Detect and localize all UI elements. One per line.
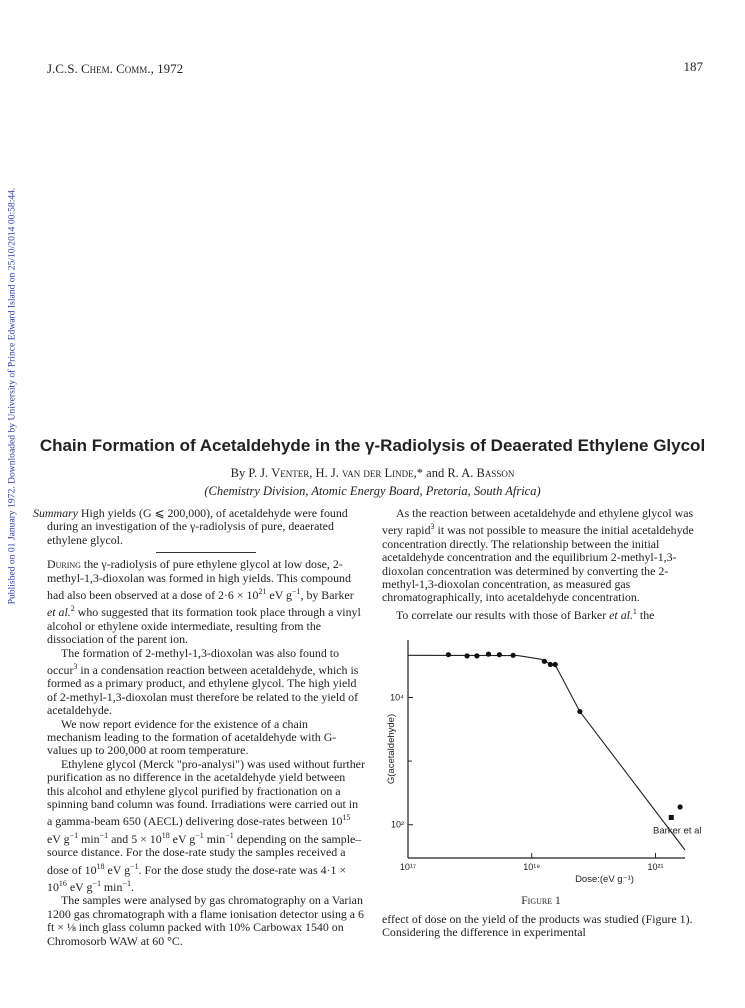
data-point xyxy=(511,653,516,658)
fit-curve xyxy=(408,655,685,850)
paragraph-1: During the γ-radiolysis of pure ethylene glycol at low dose, 2-methyl-1,3-dioxolan was formed in high yields. This compound had also been observed at a dose of $2\cdot 6 \times 10^{21}$ eV $g^{-1}$, by Barker et al.$^2$ who suggested that its formation took place through a vinyl alcohol or ethylene oxide intermediate, resulting from the dissociation of the parent ion. xyxy=(47,557,361,647)
data-point xyxy=(678,804,683,809)
figure-1-chart xyxy=(380,630,710,900)
data-point xyxy=(446,652,451,657)
data-point xyxy=(497,652,502,657)
paragraph-8: effect of dose on the yield of the products was studied (Figure 1). Considering the difference in experimental xyxy=(382,912,693,940)
data-point xyxy=(486,652,491,657)
data-point xyxy=(542,659,547,664)
article-authors: By P. J. Venter, H. J. van der Linde,* and R. A. Basson xyxy=(230,466,515,480)
article-title: Chain Formation of Acetaldehyde in the γ-Radiolysis of Deaerated Ethylene Glycol xyxy=(39,436,706,455)
data-point xyxy=(464,653,469,658)
download-notice: Published on 01 January 1972. Downloaded by University of Prince Edward Island on 25/10/2014 00:58:44. xyxy=(6,187,18,605)
summary-divider xyxy=(156,552,256,553)
paragraph-3: We now report evidence for the existence of a chain mechanism leading to the formation of acetaldehyde with G-values up to 200,000 at room temperature. xyxy=(47,716,337,758)
x-tick-label: 10¹⁷ xyxy=(399,862,417,872)
y-tick-label: 10² xyxy=(390,819,404,830)
x-tick-label: 10²¹ xyxy=(647,862,664,872)
data-point xyxy=(548,662,553,667)
paragraph-5: The samples were analysed by gas chromatography on a Varian 1200 gas chromatograph with a flame ionisation detector using a 6 ft × ⅛ inch glass column packed with 10% Carbowax 1540 on Chromosorb WAW at 60 °C. xyxy=(47,893,365,948)
paragraph-6: As the reaction between acetaldehyde and ethylene glycol was very rapid$^3$ it was not possible to measure the initial acetaldehyde concentration directly. The relationship between the initial acetaldehyde concentration and the equilibrium 2-methyl-1,3-dioxolan concentration was determined by converting the 2-methyl-1,3-dioxolan concentration, as measured gas chromatographically, into acetaldehyde concentration. xyxy=(382,506,694,605)
figure-caption: Figure 1 xyxy=(521,895,561,907)
data-point xyxy=(553,662,558,667)
data-point xyxy=(474,653,479,658)
journal-header: J.C.S. Chem. Comm., 1972 xyxy=(47,61,184,76)
summary-paragraph: Summary High yields (G ⩽ 200,000), of acetaldehyde were found during an investigation of the γ-radiolysis of pure, deaerated ethylene glycol. xyxy=(33,506,348,547)
paragraph-4: Ethylene glycol (Merck "pro-analysi") was used without further purification as no difference in the acetaldehyde yield between this alcohol and ethylene glycol purified by fractionation on a spinning band column was found. Irradiations were carried out in a gamma-beam 650 (AECL) delivering dose-rates between $10^{15}$ eV $g^{-1}$ $\min^{-1}$ and $5 \times 10^{18}$ eV $g^{-1}$ $\min^{-1}$ depending on the sample–source distance. For the dose-rate study the samples received a dose of $10^{18}$ eV $g^{-1}$. For the dose study the dose-rate was $4\cdot 1 \times 10^{16}$ eV $g^{-1}$ $\min^{-1}$. xyxy=(47,756,365,894)
x-axis-label: Dose:(eV g⁻¹) xyxy=(575,874,634,885)
article-affiliation: (Chemistry Division, Atomic Energy Board, Pretoria, South Africa) xyxy=(204,484,541,498)
y-axis-label: G(acetaldehyde) xyxy=(386,713,397,785)
legend-label: Barker et al xyxy=(652,825,702,837)
data-point xyxy=(577,709,582,714)
barker-data-point xyxy=(669,815,674,820)
paragraph-2: The formation of 2-methyl-1,3-dioxolan was also found to occur$^3$ in a condensation reaction between acetaldehyde, which is formed as a primary product, and ethylene glycol. The high yield of 2-methyl-1,3-dioxolan must therefore be related to the yield of acetaldehyde. xyxy=(47,645,359,718)
right-column-top xyxy=(382,507,700,622)
download-sidebar xyxy=(4,152,20,640)
y-tick-label: 10⁴ xyxy=(390,692,404,703)
left-column xyxy=(33,506,365,948)
right-column-bottom xyxy=(382,913,700,940)
x-tick-label: 10¹⁹ xyxy=(523,862,541,872)
page-number: 187 xyxy=(683,59,703,74)
paragraph-7: To correlate our results with those of Barker et al.$^1$ the xyxy=(396,606,655,622)
